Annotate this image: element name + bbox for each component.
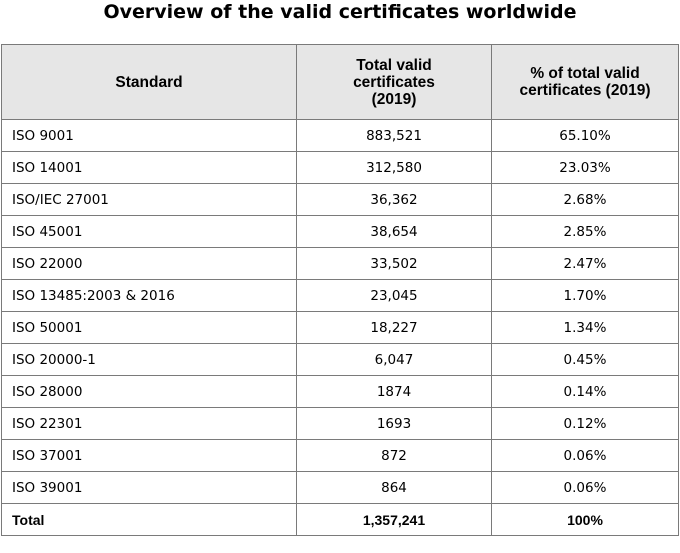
certificates-cell: 883,521	[297, 120, 492, 152]
certificates-cell: 33,502	[297, 248, 492, 280]
percent-cell: 23.03%	[492, 152, 679, 184]
certificates-cell: 312,580	[297, 152, 492, 184]
percent-cell: 0.12%	[492, 408, 679, 440]
column-header-standard: Standard	[2, 45, 297, 120]
header-row	[2, 45, 679, 120]
column-header-total-valid-certificates: Total valid certificates (2019)	[297, 45, 492, 120]
certificates-table	[1, 44, 679, 536]
table-row	[2, 120, 679, 152]
standard-cell: ISO 20000-1	[2, 344, 297, 376]
percent-cell: 2.85%	[492, 216, 679, 248]
certificates-cell: 38,654	[297, 216, 492, 248]
certificates-cell: 1693	[297, 408, 492, 440]
certificates-cell: 18,227	[297, 312, 492, 344]
standard-cell: ISO/IEC 27001	[2, 184, 297, 216]
standard-cell: ISO 37001	[2, 440, 297, 472]
certificates-cell: 1874	[297, 376, 492, 408]
table-header	[2, 45, 679, 120]
certificates-cell: 872	[297, 440, 492, 472]
percent-cell: 2.47%	[492, 248, 679, 280]
table-row	[2, 184, 679, 216]
standard-cell: ISO 28000	[2, 376, 297, 408]
table-row	[2, 280, 679, 312]
certificates-cell: 36,362	[297, 184, 492, 216]
percent-cell: 0.45%	[492, 344, 679, 376]
percent-cell: 1.70%	[492, 280, 679, 312]
standard-cell: ISO 13485:2003 & 2016	[2, 280, 297, 312]
table-row	[2, 216, 679, 248]
standard-cell: ISO 22000	[2, 248, 297, 280]
total-certificates: 1,357,241	[297, 504, 492, 536]
percent-cell: 1.34%	[492, 312, 679, 344]
percent-cell: 65.10%	[492, 120, 679, 152]
table-title: Overview of the valid certificates worldwide	[103, 1, 577, 23]
standard-cell: ISO 39001	[2, 472, 297, 504]
percent-cell: 0.06%	[492, 472, 679, 504]
table-row	[2, 472, 679, 504]
standard-cell: ISO 9001	[2, 120, 297, 152]
table-row	[2, 408, 679, 440]
percent-cell: 0.06%	[492, 440, 679, 472]
table-footer	[2, 504, 679, 536]
table-row	[2, 152, 679, 184]
standard-cell: ISO 45001	[2, 216, 297, 248]
table-row	[2, 344, 679, 376]
total-label: Total	[2, 504, 297, 536]
table-row	[2, 376, 679, 408]
standard-cell: ISO 22301	[2, 408, 297, 440]
standard-cell: ISO 14001	[2, 152, 297, 184]
certificates-cell: 864	[297, 472, 492, 504]
percent-cell: 2.68%	[492, 184, 679, 216]
table-body	[2, 120, 679, 504]
total-percent: 100%	[492, 504, 679, 536]
certificates-cell: 6,047	[297, 344, 492, 376]
percent-cell: 0.14%	[492, 376, 679, 408]
table-row	[2, 440, 679, 472]
table-row	[2, 312, 679, 344]
standard-cell: ISO 50001	[2, 312, 297, 344]
table-row	[2, 248, 679, 280]
total-row	[2, 504, 679, 536]
column-header-percent-of-total: % of total valid certificates (2019)	[492, 45, 679, 120]
certificates-cell: 23,045	[297, 280, 492, 312]
